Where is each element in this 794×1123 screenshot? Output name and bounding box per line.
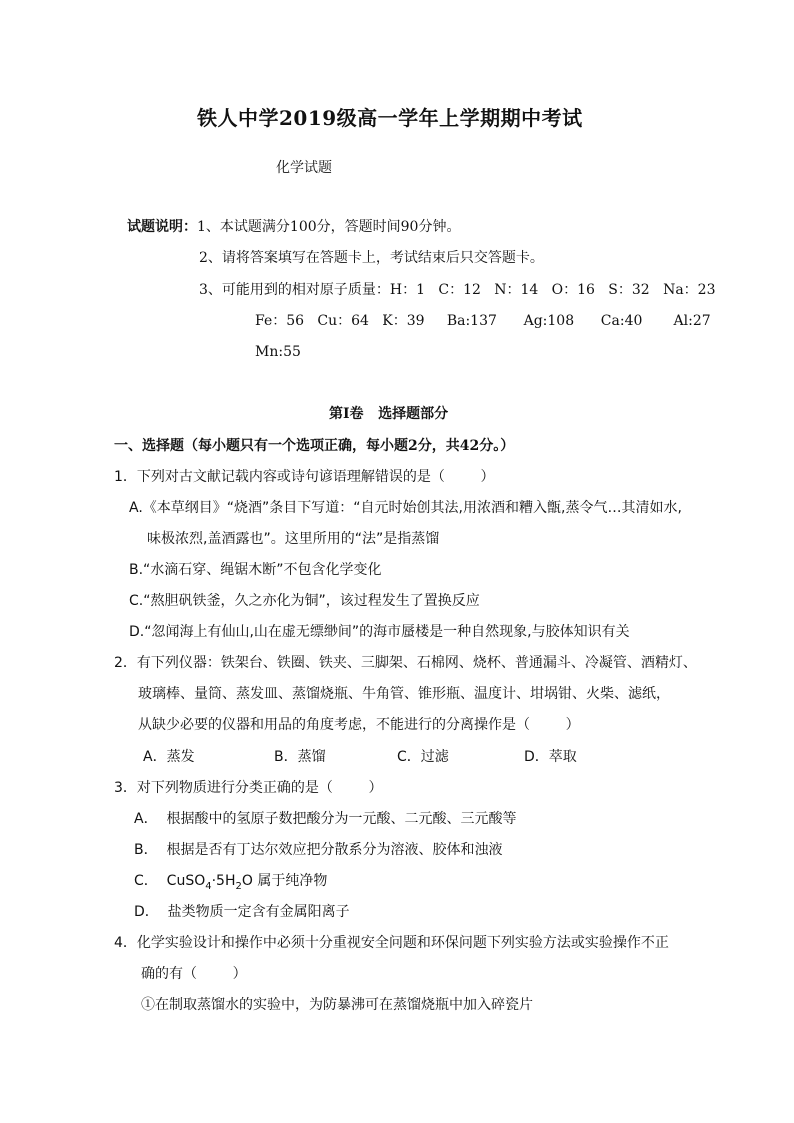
part-title: 一、选择题（每小题只有一个选项正确，每小题2分，共42分。）	[114, 438, 515, 454]
instruction-item: Mn:55	[255, 344, 301, 360]
question-3-option-a: A． 根据酸中的氢原子数把酸分为一元酸、二元酸、三元酸等	[134, 811, 517, 827]
instruction-item: Fe：56 Cu：64 K：39 Ba:137 Ag:108 Ca:40 Al:27	[255, 313, 711, 329]
question-1-option-a-cont: 味极浓烈,盖酒露也”。这里所用的“法”是指蒸馏	[147, 531, 440, 547]
question-4-stem-cont: 确的有（ ）	[141, 966, 247, 982]
instructions-label: 试题说明：	[127, 219, 197, 235]
formula-subscript: 2	[235, 880, 242, 892]
section-heading: 第Ⅰ卷 选择题部分	[329, 406, 449, 422]
formula-subscript: 4	[205, 880, 212, 892]
formula-text: C． CuSO	[134, 873, 206, 889]
formula-text: ·5H	[211, 873, 236, 889]
instruction-item: 3、可能用到的相对原子质量：H：1 C：12 N：14 O：16 S：32 Na：23	[199, 282, 716, 298]
question-1-option-d: D.“忽闻海上有仙山,山在虚无缥缈间”的海市蜃楼是一种自然现象,与胶体知识有关	[129, 624, 630, 640]
instructions-line-1	[127, 217, 460, 237]
subject-title: 化学试题	[276, 160, 332, 176]
question-2-stem-cont: 从缺少必要的仪器和用品的角度考虑，不能进行的分离操作是（ ）	[138, 717, 580, 733]
instruction-item: 1、本试题满分100分，答题时间90分钟。	[197, 219, 461, 235]
question-3-option-b: B． 根据是否有丁达尔效应把分散系分为溶液、胶体和浊液	[134, 842, 503, 858]
question-2-stem: 2．有下列仪器：铁架台、铁圈、铁夹、三脚架、石棉网、烧杯、普通漏斗、冷凝管、酒精灯、	[114, 655, 697, 671]
exam-title: 铁人中学2019级高一学年上学期期中考试	[197, 106, 583, 130]
question-3-option-c	[134, 871, 327, 891]
question-1-stem: 1．下列对古文献记载内容或诗句谚语理解错误的是（ ）	[114, 469, 495, 485]
question-2-option-c: C．过滤	[397, 749, 449, 765]
question-3-stem: 3．对下列物质进行分类正确的是（ ）	[114, 780, 383, 796]
question-3-option-d: D． 盐类物质一定含有金属阳离子	[134, 904, 350, 920]
question-1-option-b: B.“水滴石穿、绳锯木断”不包含化学变化	[129, 562, 382, 578]
question-4-stem: 4．化学实验设计和操作中必须十分重视安全问题和环保问题下列实验方法或实验操作不正	[114, 935, 669, 951]
question-2-option-a: A．蒸发	[143, 749, 195, 765]
question-4-item-1: ①在制取蒸馏水的实验中，为防暴沸可在蒸馏烧瓶中加入碎瓷片	[141, 997, 533, 1013]
question-1-option-c: C.“熬胆矾铁釜，久之亦化为铜”，该过程发生了置换反应	[129, 593, 480, 609]
question-2-option-d: D．萃取	[524, 749, 577, 765]
question-2-stem-cont: 玻璃棒、量筒、蒸发皿、蒸馏烧瓶、牛角管、锥形瓶、温度计、坩埚钳、火柴、滤纸，	[138, 686, 670, 702]
instruction-item: 2、请将答案填写在答题卡上，考试结束后只交答题卡。	[199, 250, 544, 266]
formula-text: O 属于纯净物	[241, 873, 328, 889]
question-2-option-b: B．蒸馏	[274, 749, 326, 765]
question-1-option-a: A.《本草纲目》“烧酒”条目下写道：“自元时始创其法,用浓酒和糟入甑,蒸令气…其清如水,	[129, 500, 682, 516]
